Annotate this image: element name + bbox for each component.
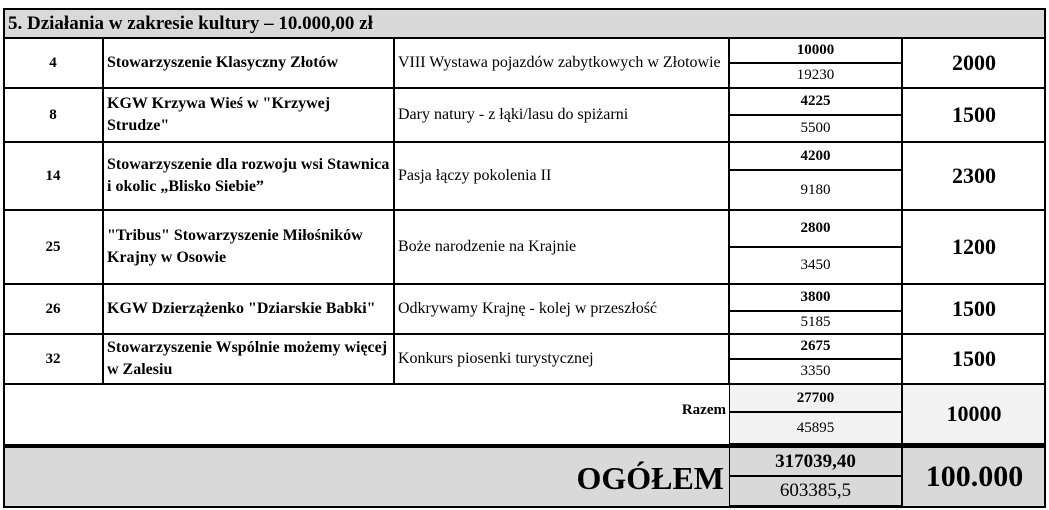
- row-granted: 2000: [902, 38, 1046, 88]
- row-organization: KGW Krzywa Wieś w "Krzywej Strudze": [103, 88, 394, 142]
- row-task: Pasja łączy pokolenia II: [394, 142, 729, 210]
- row-organization: "Tribus" Stowarzyszenie Miłośników Krajny w Osowie: [103, 210, 394, 284]
- ogolem-granted: 100.000: [902, 448, 1046, 506]
- row-organization: Stowarzyszenie Wspólnie możemy więcej w Zalesiu: [103, 334, 394, 384]
- row-granted: 1500: [902, 334, 1046, 384]
- section-title: 5. Działania w zakresie kultury – 10.000,00 zł: [3, 8, 1046, 38]
- row-nr: 8: [3, 88, 103, 142]
- row-nr: 14: [3, 142, 103, 210]
- frame-right: [1044, 8, 1046, 508]
- razem-label: Razem: [681, 402, 726, 418]
- row-total-cost: 9180: [729, 170, 902, 210]
- row-requested: 4225: [729, 88, 902, 115]
- row-organization: KGW Dzierzążenko "Dziarskie Babki": [103, 284, 394, 334]
- frame-left: [3, 8, 5, 508]
- razem-total-cost: 45895: [729, 412, 902, 444]
- row-task: Boże narodzenie na Krajnie: [394, 210, 729, 284]
- row-granted: 1500: [902, 284, 1046, 334]
- row-granted: 1500: [902, 88, 1046, 142]
- ogolem-requested: 317039,40: [729, 448, 902, 476]
- row-requested: 2675: [729, 334, 902, 359]
- row-total-cost: 3450: [729, 247, 902, 284]
- row-organization: Stowarzyszenie Klasyczny Złotów: [103, 38, 394, 88]
- row-total-cost: 5500: [729, 115, 902, 142]
- row-granted: 2300: [902, 142, 1046, 210]
- ogolem-total-cost: 603385,5: [729, 476, 902, 506]
- row-organization: Stowarzyszenie dla rozwoju wsi Stawnica i okolic „Blisko Siebie”: [103, 142, 394, 210]
- row-task: Odkrywamy Krajnę - kolej w przeszłość: [394, 284, 729, 334]
- row-total-cost: 19230: [729, 63, 902, 88]
- ogolem-label: OGÓŁEM: [576, 460, 724, 496]
- razem-granted: 10000: [902, 384, 1046, 444]
- row-requested: 4200: [729, 142, 902, 170]
- row-granted: 1200: [902, 210, 1046, 284]
- row-nr: 26: [3, 284, 103, 334]
- row-task: Konkurs piosenki turystycznej: [394, 334, 729, 384]
- row-requested: 3800: [729, 284, 902, 311]
- row-task: Dary natury - z łąki/lasu do spiżarni: [394, 88, 729, 142]
- row-requested: 10000: [729, 38, 902, 63]
- row-nr: 25: [3, 210, 103, 284]
- row-nr: 4: [3, 38, 103, 88]
- row-requested: 2800: [729, 210, 902, 247]
- row-total-cost: 5185: [729, 311, 902, 334]
- row-nr: 32: [3, 334, 103, 384]
- row-task: VIII Wystawa pojazdów zabytkowych w Złotowie: [394, 38, 729, 88]
- row-total-cost: 3350: [729, 359, 902, 384]
- razem-requested: 27700: [729, 384, 902, 412]
